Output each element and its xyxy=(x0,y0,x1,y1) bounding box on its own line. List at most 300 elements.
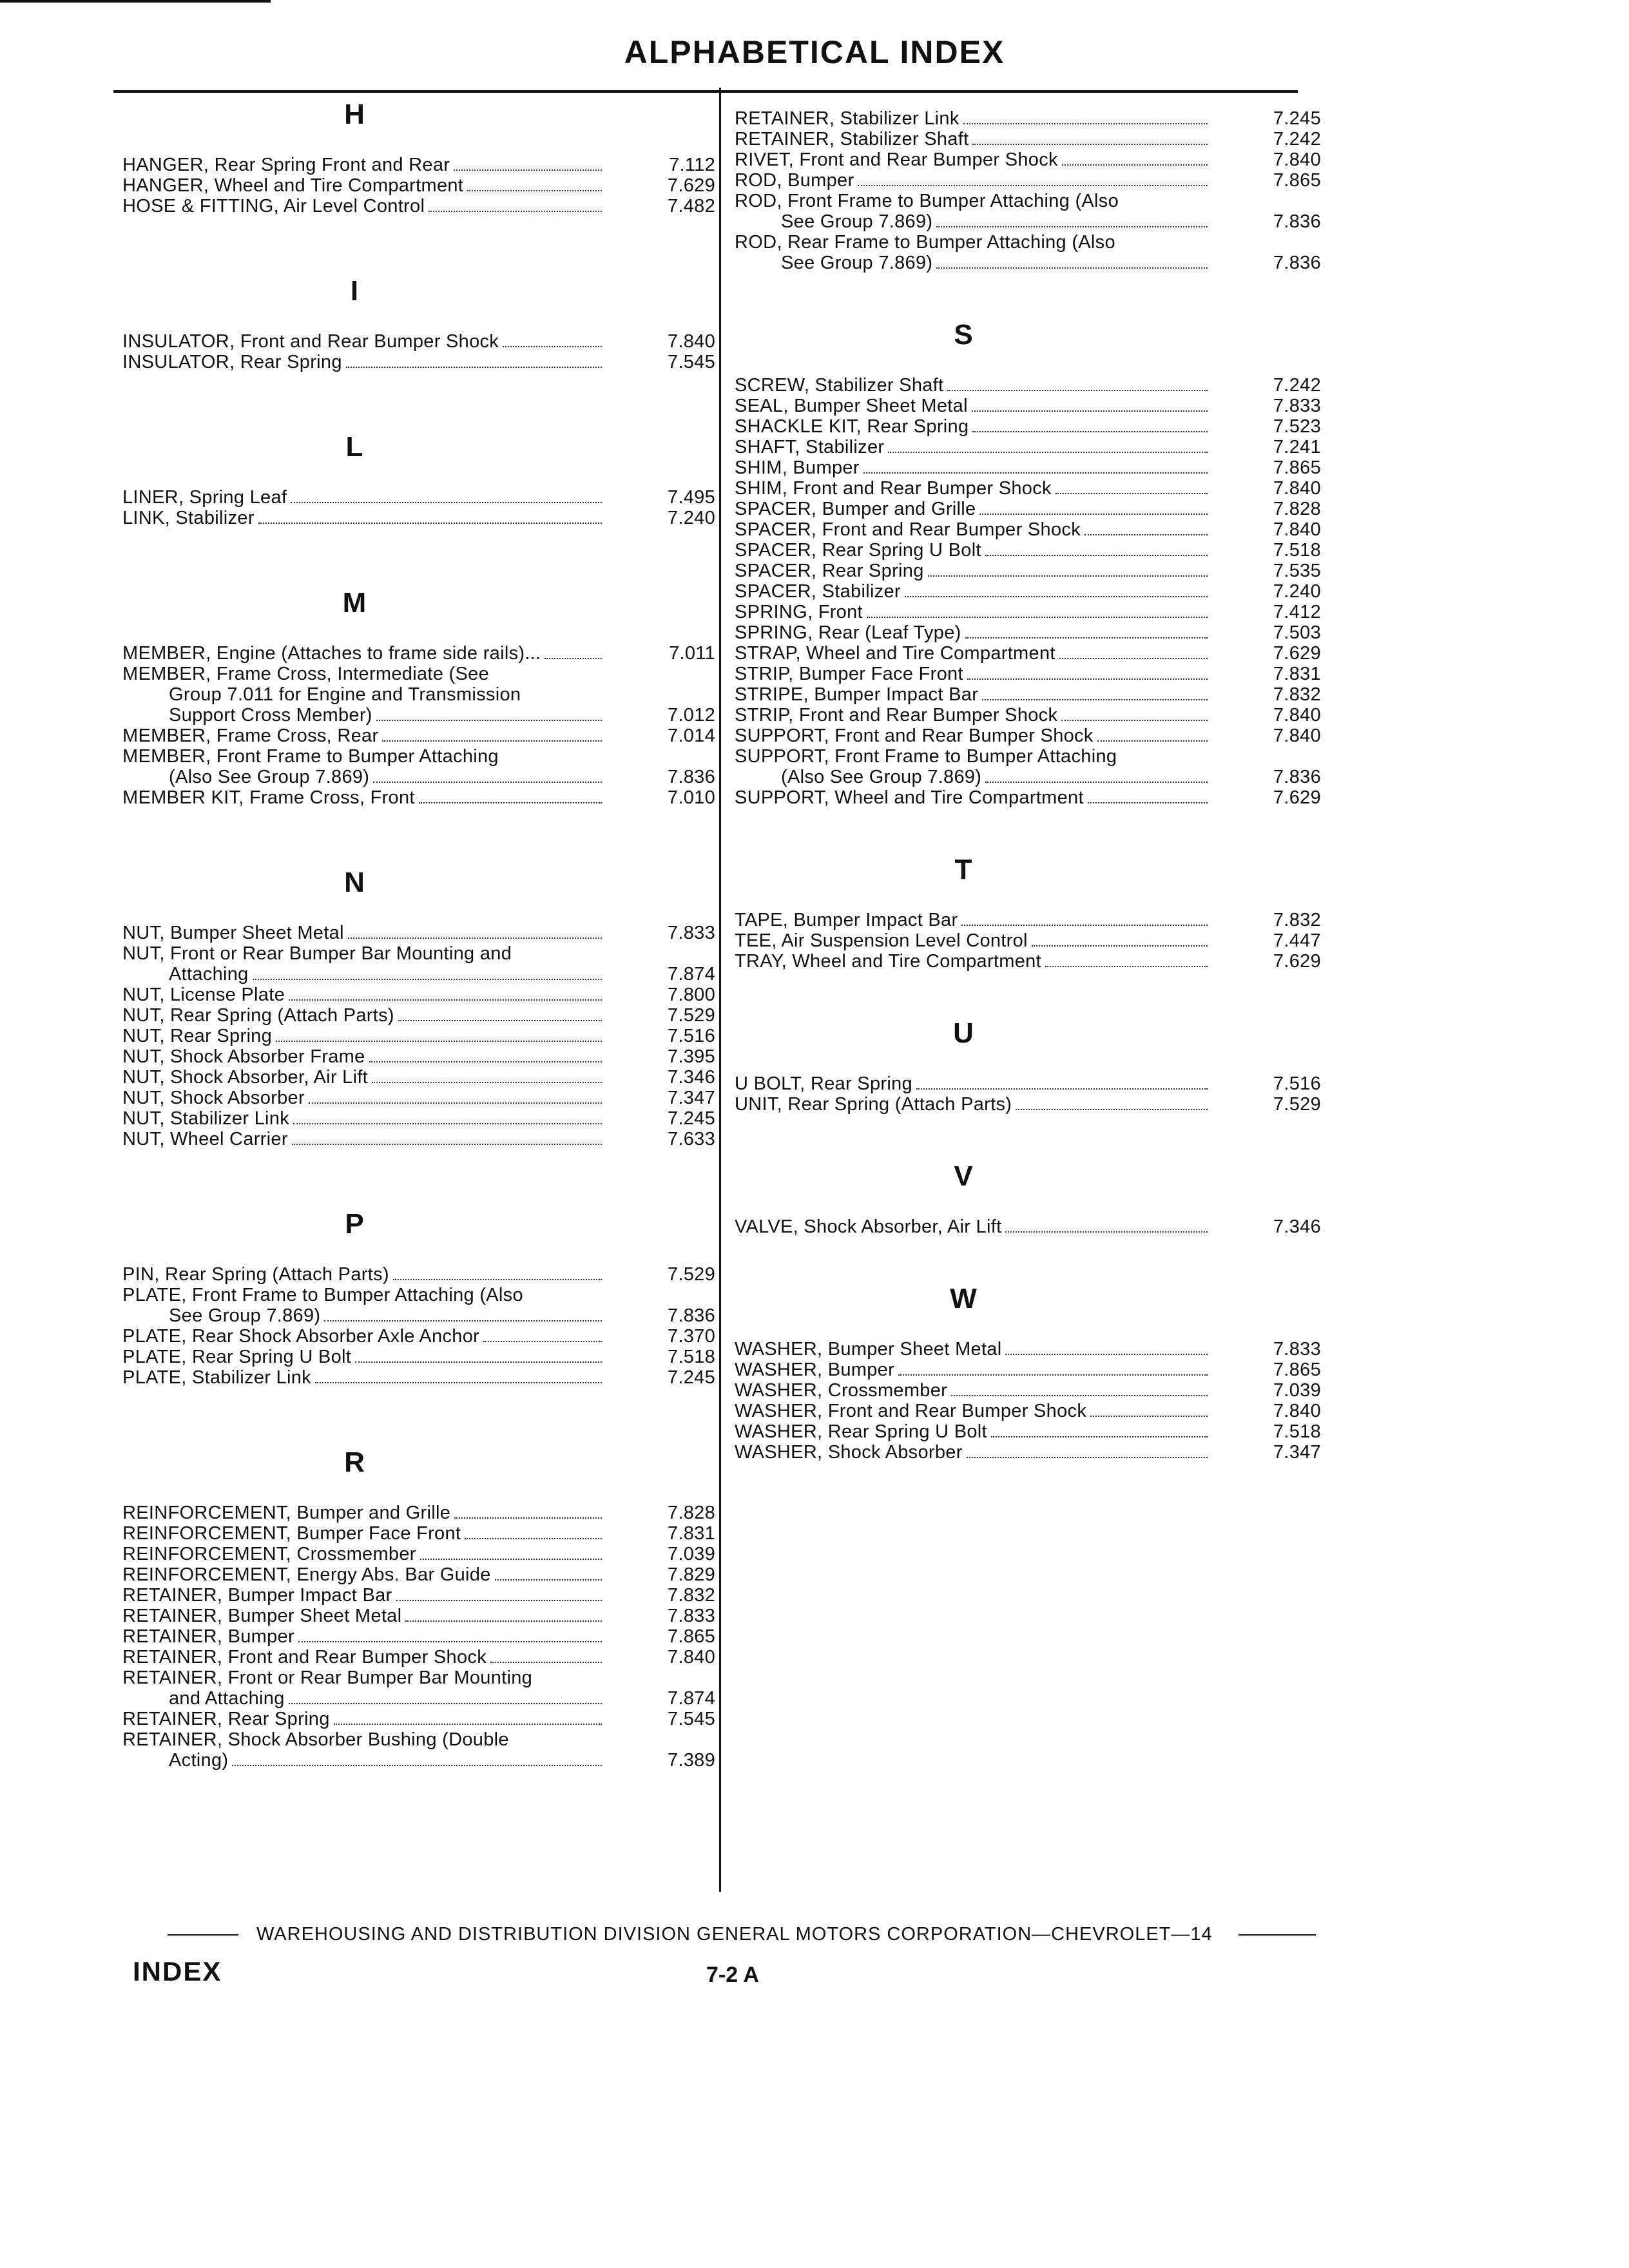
entry-group-number: 7.012 xyxy=(667,705,715,726)
dot-leader xyxy=(315,1382,602,1383)
entry-name: PLATE, Stabilizer Link xyxy=(122,1367,311,1388)
entry-group-number: 7.836 xyxy=(1273,767,1321,787)
entry-group-number: 7.840 xyxy=(1273,726,1321,746)
entry-name: SPACER, Rear Spring xyxy=(735,561,924,581)
entry-group-number: 7.346 xyxy=(1273,1216,1321,1237)
index-entry xyxy=(735,643,1321,664)
dot-leader xyxy=(495,1579,602,1581)
dot-leader xyxy=(289,999,602,1001)
dot-leader xyxy=(963,123,1208,124)
index-entry xyxy=(735,951,1321,972)
index-entry xyxy=(122,964,715,985)
index-section xyxy=(735,1281,1321,1463)
entry-name: REINFORCEMENT, Bumper Face Front xyxy=(122,1523,461,1544)
index-entry xyxy=(735,767,1321,787)
entry-group-number: 7.518 xyxy=(667,1347,715,1367)
index-entry xyxy=(735,108,1321,129)
dot-leader xyxy=(309,1102,602,1104)
entry-text-line: MEMBER, Front Frame to Bumper Attaching xyxy=(122,746,499,767)
index-entry xyxy=(735,561,1321,581)
index-section xyxy=(735,108,1321,273)
entry-group-number: 7.245 xyxy=(1273,108,1321,129)
index-entry xyxy=(735,910,1321,930)
entry-text-line: Group 7.011 for Engine and Transmission xyxy=(169,684,521,705)
entry-group-number: 7.832 xyxy=(667,1585,715,1606)
index-entry xyxy=(122,196,715,216)
entry-name: RETAINER, Front and Rear Bumper Shock xyxy=(122,1647,487,1667)
entry-group-number: 7.629 xyxy=(1273,787,1321,808)
dot-leader xyxy=(490,1662,602,1663)
index-entry xyxy=(122,1088,715,1108)
index-entry xyxy=(122,1688,715,1709)
index-entry xyxy=(122,1305,715,1326)
entry-name: RETAINER, Rear Spring xyxy=(122,1709,330,1729)
index-entry xyxy=(122,726,715,746)
dot-leader xyxy=(1088,802,1208,803)
dot-leader xyxy=(858,185,1208,186)
entry-group-number: 7.840 xyxy=(667,1647,715,1667)
entry-group-number: 7.240 xyxy=(667,508,715,528)
entry-name: TEE, Air Suspension Level Control xyxy=(735,930,1028,951)
dot-leader xyxy=(972,144,1208,145)
entry-group-number: 7.836 xyxy=(1273,211,1321,232)
dot-leader xyxy=(545,658,602,659)
index-section xyxy=(122,429,715,528)
index-section xyxy=(122,273,715,372)
index-section xyxy=(122,865,715,1149)
entry-name: NUT, Stabilizer Link xyxy=(122,1108,290,1129)
dot-leader xyxy=(863,472,1208,474)
entry-group-number: 7.516 xyxy=(1273,1073,1321,1094)
dot-leader xyxy=(454,1517,602,1519)
index-entry xyxy=(735,457,1321,478)
section-letter: W xyxy=(950,1283,977,1314)
dot-leader xyxy=(369,1061,602,1062)
dot-leader xyxy=(1016,1109,1208,1110)
index-entry xyxy=(735,1360,1321,1380)
index-entry xyxy=(735,375,1321,396)
left-column xyxy=(122,97,715,1771)
dot-leader xyxy=(483,1341,602,1342)
dot-leader xyxy=(396,1600,602,1601)
entry-name: SHAFT, Stabilizer xyxy=(735,437,885,457)
index-entry xyxy=(735,499,1321,519)
footer-division-line xyxy=(168,1924,1327,1945)
entry-group-number: 7.347 xyxy=(667,1088,715,1108)
entry-name: SUPPORT, Wheel and Tire Compartment xyxy=(735,787,1084,808)
index-section xyxy=(122,97,715,216)
dot-leader xyxy=(253,979,602,980)
entry-group-number: 7.240 xyxy=(1273,581,1321,602)
index-entry xyxy=(735,416,1321,437)
index-entry xyxy=(122,1523,715,1544)
index-entry xyxy=(735,684,1321,705)
index-entry xyxy=(122,1326,715,1347)
index-entry xyxy=(122,1367,715,1388)
entry-group-number: 7.545 xyxy=(667,352,715,372)
index-entry xyxy=(735,396,1321,416)
index-entry xyxy=(735,602,1321,622)
dot-leader xyxy=(965,637,1208,639)
entry-name: SPACER, Rear Spring U Bolt xyxy=(735,540,981,561)
entry-group-number: 7.242 xyxy=(1273,375,1321,396)
entry-name: See Group 7.869) xyxy=(781,211,933,232)
entry-group-number: 7.833 xyxy=(667,923,715,943)
entry-group-number: 7.242 xyxy=(1273,129,1321,149)
index-entry xyxy=(735,1216,1321,1237)
section-letter: M xyxy=(342,587,367,619)
dot-leader xyxy=(967,678,1208,680)
entry-group-number: 7.545 xyxy=(667,1709,715,1729)
entry-group-number: 7.874 xyxy=(667,964,715,985)
index-section xyxy=(735,317,1321,808)
index-entry xyxy=(122,1709,715,1729)
dot-leader xyxy=(232,1765,602,1766)
entry-name: (Also See Group 7.869) xyxy=(169,767,370,787)
dot-leader xyxy=(961,925,1208,926)
entry-name: and Attaching xyxy=(169,1688,285,1709)
entry-name: VALVE, Shock Absorber, Air Lift xyxy=(735,1216,1002,1237)
top-corner-rule xyxy=(0,0,271,3)
dot-leader xyxy=(985,782,1208,783)
dot-leader xyxy=(1059,658,1208,659)
entry-group-number: 7.346 xyxy=(667,1067,715,1088)
index-entry xyxy=(122,1264,715,1285)
entry-group-number: 7.447 xyxy=(1273,930,1321,951)
index-entry xyxy=(735,1094,1321,1115)
dot-leader xyxy=(393,1279,602,1280)
dot-leader xyxy=(1090,1416,1208,1417)
entry-group-number: 7.840 xyxy=(1273,705,1321,726)
entry-name: U BOLT, Rear Spring xyxy=(735,1073,912,1094)
entry-group-number: 7.039 xyxy=(667,1544,715,1564)
dot-leader xyxy=(405,1620,602,1622)
index-entry xyxy=(735,519,1321,540)
dot-leader xyxy=(1045,966,1208,967)
dot-leader xyxy=(373,782,602,783)
entry-name: RETAINER, Bumper Impact Bar xyxy=(122,1585,392,1606)
index-entry xyxy=(122,352,715,372)
index-entry xyxy=(122,1026,715,1046)
index-entry xyxy=(122,331,715,352)
entry-group-number: 7.503 xyxy=(1273,622,1321,643)
section-letter: I xyxy=(350,275,359,307)
entry-group-number: 7.833 xyxy=(667,1606,715,1626)
entry-name: RETAINER, Stabilizer Shaft xyxy=(735,129,969,149)
footer-page-number: 7-2 A xyxy=(706,1963,759,1987)
index-entry xyxy=(735,437,1321,457)
index-entry xyxy=(735,622,1321,643)
entry-name: SPACER, Front and Rear Bumper Shock xyxy=(735,519,1081,540)
dot-leader xyxy=(972,431,1208,432)
index-entry xyxy=(122,1347,715,1367)
index-entry xyxy=(735,170,1321,191)
dot-leader xyxy=(985,555,1208,556)
index-entry xyxy=(122,508,715,528)
entry-name: TRAY, Wheel and Tire Compartment xyxy=(735,951,1041,972)
entry-name: NUT, Bumper Sheet Metal xyxy=(122,923,344,943)
entry-name: WASHER, Rear Spring U Bolt xyxy=(735,1421,987,1442)
entry-group-number: 7.832 xyxy=(1273,684,1321,705)
index-entry xyxy=(122,1647,715,1667)
entry-text-line: ROD, Rear Frame to Bumper Attaching (Also xyxy=(735,232,1115,253)
dot-leader xyxy=(905,596,1208,597)
entry-group-number: 7.833 xyxy=(1273,1339,1321,1360)
entry-group-number: 7.523 xyxy=(1273,416,1321,437)
index-entry xyxy=(122,155,715,175)
index-entry xyxy=(735,253,1321,273)
entry-group-number: 7.245 xyxy=(667,1108,715,1129)
index-entry xyxy=(735,1073,1321,1094)
entry-name: MEMBER, Engine (Attaches to frame side rails)... xyxy=(122,643,541,664)
index-entry xyxy=(735,1421,1321,1442)
index-section xyxy=(122,585,715,808)
entry-name: WASHER, Front and Rear Bumper Shock xyxy=(735,1401,1087,1421)
entry-group-number: 7.347 xyxy=(1273,1442,1321,1463)
dot-leader xyxy=(291,502,602,503)
dot-leader xyxy=(465,1538,602,1539)
index-entry xyxy=(122,1626,715,1647)
entry-group-number: 7.011 xyxy=(669,643,715,664)
footer-division-text: WAREHOUSING AND DISTRIBUTION DIVISION GENERAL MOTORS CORPORATION—CHEVROLET—14 xyxy=(256,1924,1213,1945)
entry-text-line: SUPPORT, Front Frame to Bumper Attaching xyxy=(735,746,1117,767)
index-entry xyxy=(122,1005,715,1026)
entry-name: LINK, Stabilizer xyxy=(122,508,255,528)
entry-group-number: 7.535 xyxy=(1273,561,1321,581)
entry-name: INSULATOR, Front and Rear Bumper Shock xyxy=(122,331,499,352)
section-letter: H xyxy=(344,99,365,130)
dot-leader xyxy=(936,267,1208,269)
entry-name: MEMBER KIT, Frame Cross, Front xyxy=(122,787,415,808)
entry-group-number: 7.529 xyxy=(667,1005,715,1026)
entry-name: NUT, Rear Spring xyxy=(122,1026,273,1046)
index-section xyxy=(735,1015,1321,1115)
section-letter: V xyxy=(954,1160,973,1192)
entry-name: PLATE, Rear Spring U Bolt xyxy=(122,1347,352,1367)
entry-name: WASHER, Crossmember xyxy=(735,1380,948,1401)
dot-leader xyxy=(888,452,1208,453)
entry-group-number: 7.241 xyxy=(1273,437,1321,457)
entry-group-number: 7.010 xyxy=(667,787,715,808)
entry-name: NUT, Shock Absorber xyxy=(122,1088,305,1108)
entry-group-number: 7.840 xyxy=(667,331,715,352)
entry-name: REINFORCEMENT, Crossmember xyxy=(122,1544,416,1564)
entry-name: Acting) xyxy=(169,1750,229,1771)
entry-name: NUT, Shock Absorber Frame xyxy=(122,1046,365,1067)
entry-group-number: 7.014 xyxy=(667,726,715,746)
entry-group-number: 7.412 xyxy=(1273,602,1321,622)
entry-group-number: 7.518 xyxy=(1273,540,1321,561)
dot-leader xyxy=(293,1123,602,1124)
index-entry xyxy=(122,487,715,508)
entry-name: INSULATOR, Rear Spring xyxy=(122,352,342,372)
entry-text-line: MEMBER, Frame Cross, Intermediate (See xyxy=(122,664,489,684)
entry-name: ROD, Bumper xyxy=(735,170,854,191)
entry-group-number: 7.840 xyxy=(1273,1401,1321,1421)
footer-dash-left xyxy=(168,1934,238,1936)
entry-group-number: 7.828 xyxy=(667,1503,715,1523)
dot-leader xyxy=(258,523,602,524)
dot-leader xyxy=(982,699,1208,700)
entry-text-line: RETAINER, Front or Rear Bumper Bar Mounting xyxy=(122,1667,533,1688)
dot-leader xyxy=(348,937,602,939)
entry-group-number: 7.529 xyxy=(1273,1094,1321,1115)
dot-leader xyxy=(1032,945,1208,947)
dot-leader xyxy=(355,1361,602,1363)
dot-leader xyxy=(1005,1354,1208,1355)
entry-group-number: 7.629 xyxy=(1273,643,1321,664)
index-entry xyxy=(122,1108,715,1129)
entry-name: RIVET, Front and Rear Bumper Shock xyxy=(735,149,1058,170)
entry-name: SPRING, Front xyxy=(735,602,863,622)
index-entry xyxy=(122,1129,715,1149)
entry-name: NUT, License Plate xyxy=(122,985,285,1005)
dot-leader xyxy=(376,720,602,721)
entry-name: Attaching xyxy=(169,964,249,985)
entry-name: NUT, Shock Absorber, Air Lift xyxy=(122,1067,369,1088)
right-column xyxy=(735,97,1321,1463)
entry-name: HANGER, Rear Spring Front and Rear xyxy=(122,155,450,175)
entry-text-line: RETAINER, Shock Absorber Bushing (Double xyxy=(122,1729,509,1750)
index-entry xyxy=(735,930,1321,951)
index-entry xyxy=(122,923,715,943)
index-entry xyxy=(122,1046,715,1067)
entry-name: PLATE, Rear Shock Absorber Axle Anchor xyxy=(122,1326,480,1347)
index-entry xyxy=(122,787,715,808)
index-entry xyxy=(735,149,1321,170)
index-entry xyxy=(735,540,1321,561)
entry-group-number: 7.633 xyxy=(667,1129,715,1149)
dot-leader xyxy=(289,1703,602,1704)
dot-leader xyxy=(429,211,602,212)
section-letter: T xyxy=(954,854,972,885)
dot-leader xyxy=(346,367,602,368)
entry-name: SPRING, Rear (Leaf Type) xyxy=(735,622,961,643)
entry-name: SPACER, Bumper and Grille xyxy=(735,499,976,519)
dot-leader xyxy=(916,1088,1208,1090)
dot-leader xyxy=(928,575,1208,577)
footer-dash-right xyxy=(1239,1934,1316,1936)
entry-name: See Group 7.869) xyxy=(781,253,933,273)
section-letter: P xyxy=(345,1208,364,1240)
entry-name: STRAP, Wheel and Tire Compartment xyxy=(735,643,1055,664)
entry-name: RETAINER, Stabilizer Link xyxy=(735,108,959,129)
index-entry xyxy=(735,787,1321,808)
entry-group-number: 7.832 xyxy=(1273,910,1321,930)
entry-name: SCREW, Stabilizer Shaft xyxy=(735,375,944,396)
section-letter: N xyxy=(344,867,365,898)
dot-leader xyxy=(1005,1231,1208,1233)
index-entry xyxy=(122,705,715,726)
entry-name: REINFORCEMENT, Bumper and Grille xyxy=(122,1503,451,1523)
section-letter: S xyxy=(954,319,973,351)
index-entry xyxy=(122,767,715,787)
entry-group-number: 7.112 xyxy=(669,155,715,175)
entry-text-line: PLATE, Front Frame to Bumper Attaching (Also xyxy=(122,1285,523,1305)
dot-leader xyxy=(382,740,602,742)
dot-leader xyxy=(454,169,602,171)
entry-group-number: 7.831 xyxy=(1273,664,1321,684)
index-entry xyxy=(122,643,715,664)
entry-name: HANGER, Wheel and Tire Compartment xyxy=(122,175,464,196)
dot-leader xyxy=(1084,534,1208,535)
entry-name: (Also See Group 7.869) xyxy=(781,767,982,787)
index-entry xyxy=(122,1750,715,1771)
dot-leader xyxy=(991,1436,1208,1437)
entry-name: SHIM, Front and Rear Bumper Shock xyxy=(735,478,1052,499)
dot-leader xyxy=(979,514,1208,515)
dot-leader xyxy=(967,1457,1208,1458)
entry-name: Support Cross Member) xyxy=(169,705,372,726)
dot-leader xyxy=(467,190,602,191)
dot-leader xyxy=(372,1082,602,1083)
entry-group-number: 7.874 xyxy=(667,1688,715,1709)
index-entry xyxy=(122,1503,715,1523)
entry-name: WASHER, Bumper Sheet Metal xyxy=(735,1339,1002,1360)
index-entry xyxy=(122,985,715,1005)
entry-group-number: 7.840 xyxy=(1273,478,1321,499)
entry-group-number: 7.518 xyxy=(1273,1421,1321,1442)
index-section xyxy=(735,852,1321,972)
entry-name: WASHER, Shock Absorber xyxy=(735,1442,963,1463)
entry-group-number: 7.482 xyxy=(667,196,715,216)
index-entry xyxy=(735,581,1321,602)
entry-group-number: 7.245 xyxy=(667,1367,715,1388)
dot-leader xyxy=(898,1374,1208,1376)
entry-name: REINFORCEMENT, Energy Abs. Bar Guide xyxy=(122,1564,491,1585)
dot-leader xyxy=(419,802,602,803)
entry-group-number: 7.833 xyxy=(1273,396,1321,416)
index-entry xyxy=(735,1442,1321,1463)
index-entry xyxy=(122,175,715,196)
entry-group-number: 7.516 xyxy=(667,1026,715,1046)
index-entry xyxy=(735,478,1321,499)
dot-leader xyxy=(298,1641,602,1642)
entry-name: STRIPE, Bumper Impact Bar xyxy=(735,684,979,705)
entry-group-number: 7.865 xyxy=(667,1626,715,1647)
dot-leader xyxy=(503,346,602,347)
entry-group-number: 7.828 xyxy=(1273,499,1321,519)
entry-name: SPACER, Stabilizer xyxy=(735,581,901,602)
dot-leader xyxy=(1062,164,1208,166)
dot-leader xyxy=(276,1041,602,1042)
entry-group-number: 7.840 xyxy=(1273,149,1321,170)
dot-leader xyxy=(1055,493,1208,494)
index-entry xyxy=(735,705,1321,726)
index-section xyxy=(122,1206,715,1388)
index-entry xyxy=(122,1544,715,1564)
entry-group-number: 7.529 xyxy=(667,1264,715,1285)
entry-name: SHIM, Bumper xyxy=(735,457,860,478)
index-entry xyxy=(735,1380,1321,1401)
dot-leader xyxy=(951,1395,1208,1396)
footer-section-label: INDEX xyxy=(133,1956,222,1986)
index-entry xyxy=(122,1606,715,1626)
section-letter: L xyxy=(345,431,363,463)
entry-name: STRIP, Front and Rear Bumper Shock xyxy=(735,705,1058,726)
index-section xyxy=(735,1158,1321,1237)
entry-name: RETAINER, Bumper xyxy=(122,1626,294,1647)
entry-name: NUT, Rear Spring (Attach Parts) xyxy=(122,1005,394,1026)
dot-leader xyxy=(972,410,1208,412)
index-entry xyxy=(122,1067,715,1088)
entry-name: MEMBER, Frame Cross, Rear xyxy=(122,726,379,746)
page-title: ALPHABETICAL INDEX xyxy=(624,34,1005,70)
entry-text-line: ROD, Front Frame to Bumper Attaching (Also xyxy=(735,191,1119,211)
entry-name: RETAINER, Bumper Sheet Metal xyxy=(122,1606,402,1626)
index-entry xyxy=(735,1401,1321,1421)
dot-leader xyxy=(398,1020,602,1021)
